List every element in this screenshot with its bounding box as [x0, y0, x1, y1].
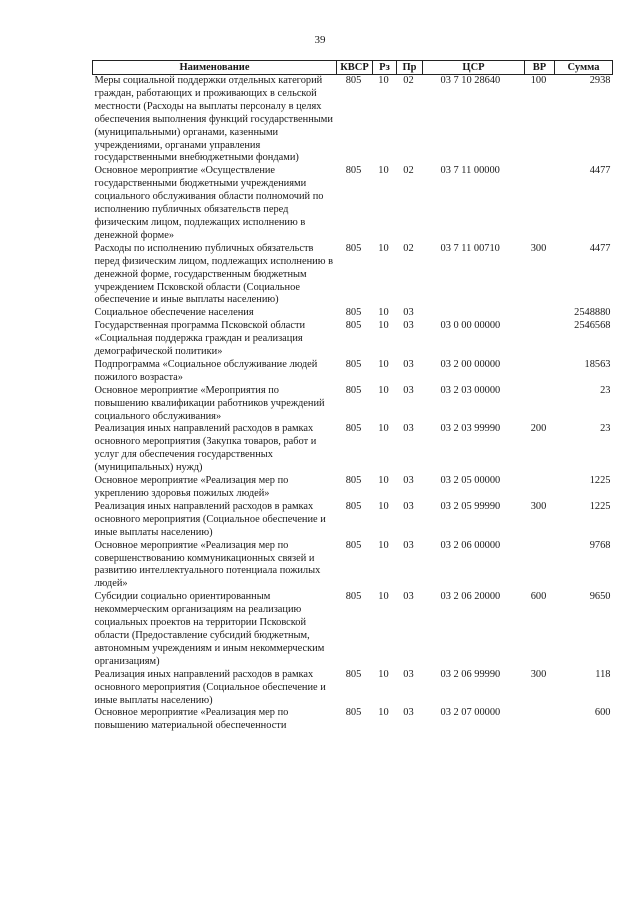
header-sum: Сумма [555, 61, 613, 75]
row-sum: 4477 [589, 165, 611, 177]
header-kvsr: КВСР [337, 61, 373, 75]
row-pr: 03 [403, 668, 414, 680]
row-sum: 1225 [589, 500, 611, 512]
row-vr [525, 359, 555, 385]
row-csr: 03 2 03 00000 [440, 384, 501, 396]
row-rz: 10 [378, 75, 389, 86]
row-kvsr: 805 [345, 707, 362, 719]
row-name: Меры социальной поддержки отдельных категорий граждан, работающих и проживающих в сельской местности (Расходы на выплаты персоналу в целях обеспечения выполнения функций государственными (муниципальными) органами, казенными учреждениями, органами управления государственными внебюджетными фондами) [94, 75, 333, 164]
row-pr: 03 [403, 358, 414, 370]
row-vr [525, 320, 555, 359]
row-rz: 10 [378, 358, 389, 370]
row-pr: 03 [403, 307, 414, 319]
table-row [93, 591, 613, 668]
row-kvsr: 805 [345, 668, 362, 680]
row-vr [525, 307, 555, 320]
row-kvsr: 805 [345, 384, 362, 396]
table-row [93, 243, 613, 308]
row-name: Основное мероприятие «Реализация мер по совершенствованию коммуникационных связей и развитию интеллектуального потенциала пожилых людей» [94, 539, 321, 590]
row-name: Основное мероприятие «Реализация мер по повышению материальной обеспеченности [94, 707, 289, 732]
row-sum: 2938 [589, 75, 611, 86]
row-name: Социальное обеспечение населения [94, 307, 254, 319]
row-csr: 03 2 00 00000 [440, 358, 501, 370]
row-rz: 10 [378, 320, 389, 332]
row-rz: 10 [378, 307, 389, 319]
header-vr: ВР [525, 61, 555, 75]
row-vr: 300 [530, 242, 547, 254]
table-row [93, 165, 613, 242]
row-rz: 10 [378, 539, 389, 551]
row-csr: 03 2 06 99990 [440, 668, 501, 680]
row-pr: 03 [403, 707, 414, 719]
row-name: Реализация иных направлений расходов в рамках основного мероприятия (Закупка товаров, работ и услуг для обеспечения государственных (муниципальных) нужд) [94, 423, 317, 474]
row-kvsr: 805 [345, 539, 362, 551]
row-pr: 03 [403, 475, 414, 487]
row-csr [423, 307, 525, 320]
row-sum: 2548880 [574, 307, 611, 319]
page-number: 39 [314, 34, 326, 46]
row-sum: 23 [600, 423, 611, 435]
row-vr [525, 475, 555, 501]
row-pr: 03 [403, 539, 414, 551]
row-csr: 03 7 10 28640 [440, 75, 501, 86]
table-row [93, 669, 613, 708]
row-sum: 600 [594, 707, 611, 719]
row-name: Основное мероприятие «Осуществление государственными бюджетными учреждениями социального обслуживания области полномочий по исполнению публичных обязательств перед физическим лицом, подлежащих исполнению в денежной форме» [94, 165, 324, 241]
row-sum: 118 [595, 668, 611, 680]
row-csr: 03 2 03 99990 [440, 423, 501, 435]
row-rz: 10 [378, 500, 389, 512]
row-rz: 10 [378, 591, 389, 603]
row-vr: 600 [530, 591, 547, 603]
row-vr: 300 [530, 668, 547, 680]
row-name: Государственная программа Псковской области «Социальная поддержка граждан и реализация демографической политики» [94, 320, 306, 358]
row-sum: 9650 [589, 591, 611, 603]
row-rz: 10 [378, 165, 389, 177]
row-sum: 18563 [584, 358, 611, 370]
row-vr [525, 165, 555, 242]
table-row [93, 707, 613, 733]
row-csr: 03 2 05 00000 [440, 475, 501, 487]
row-csr: 03 2 07 00000 [440, 707, 501, 719]
table-row [93, 385, 613, 424]
row-rz: 10 [378, 707, 389, 719]
row-vr: 100 [530, 75, 547, 86]
row-vr: 300 [530, 500, 547, 512]
table-row [93, 75, 613, 166]
row-kvsr: 805 [345, 423, 362, 435]
row-rz: 10 [378, 242, 389, 254]
row-pr: 02 [403, 242, 414, 254]
table-row [93, 540, 613, 592]
row-csr: 03 2 06 00000 [440, 539, 501, 551]
row-csr: 03 7 11 00710 [440, 242, 500, 254]
table-row [93, 423, 613, 475]
row-name: Субсидии социально ориентированным некоммерческим организациям на реализацию социальных проектов на территории Псковской области (Предоставление субсидий бюджетным, автономным учреждениям и иным некоммерческим организациям) [94, 591, 325, 667]
row-vr [525, 385, 555, 424]
table-body [93, 75, 613, 734]
row-csr: 03 2 06 20000 [440, 591, 501, 603]
header-name: Наименование [93, 61, 337, 75]
row-pr: 03 [403, 320, 414, 332]
table-row [93, 320, 613, 359]
row-sum: 23 [600, 384, 611, 396]
row-name: Основное мероприятие «Мероприятия по повышению квалификации работников учреждений социального обслуживания» [94, 384, 325, 422]
table-row [93, 501, 613, 540]
row-sum: 4477 [589, 242, 611, 254]
row-pr: 03 [403, 500, 414, 512]
row-csr: 03 0 00 00000 [440, 320, 501, 332]
row-kvsr: 805 [345, 475, 362, 487]
row-csr: 03 7 11 00000 [440, 165, 500, 177]
row-kvsr: 805 [345, 358, 362, 370]
row-pr: 02 [403, 165, 414, 177]
row-vr [525, 707, 555, 733]
row-kvsr: 805 [345, 242, 362, 254]
row-kvsr: 805 [345, 591, 362, 603]
row-name: Реализация иных направлений расходов в рамках основного мероприятия (Социальное обеспечение и иные выплаты населению) [94, 668, 326, 706]
row-pr: 03 [403, 591, 414, 603]
table-header [93, 61, 613, 75]
table-row [93, 359, 613, 385]
row-vr [525, 540, 555, 592]
row-rz: 10 [378, 423, 389, 435]
row-kvsr: 805 [345, 75, 362, 86]
row-csr: 03 2 05 99990 [440, 500, 501, 512]
row-pr: 02 [403, 75, 414, 86]
row-rz: 10 [378, 668, 389, 680]
row-name: Основное мероприятие «Реализация мер по укреплению здоровья пожилых людей» [94, 475, 289, 499]
row-sum: 2546568 [574, 320, 611, 332]
row-kvsr: 805 [345, 307, 362, 319]
row-rz: 10 [378, 475, 389, 487]
row-pr: 03 [403, 384, 414, 396]
row-name: Расходы по исполнению публичных обязательств перед физическим лицом, подлежащих исполнению в денежной форме, государственным бюджетным учреждением Псковской области (Социальное обеспечение и иные выплаты населению) [94, 242, 333, 306]
row-kvsr: 805 [345, 165, 362, 177]
row-kvsr: 805 [345, 500, 362, 512]
table-row [93, 307, 613, 320]
header-pr: Пр [397, 61, 423, 75]
row-name: Реализация иных направлений расходов в рамках основного мероприятия (Социальное обеспечение и иные выплаты населению) [94, 500, 326, 538]
row-name: Подпрограмма «Социальное обслуживание людей пожилого возраста» [94, 358, 318, 383]
budget-table [92, 60, 613, 733]
row-sum: 9768 [589, 539, 611, 551]
row-vr: 200 [530, 423, 547, 435]
header-rz: Рз [373, 61, 397, 75]
row-kvsr: 805 [345, 320, 362, 332]
table-row [93, 475, 613, 501]
row-rz: 10 [378, 384, 389, 396]
header-csr: ЦСР [423, 61, 525, 75]
row-sum: 1225 [589, 475, 611, 487]
row-pr: 03 [403, 423, 414, 435]
